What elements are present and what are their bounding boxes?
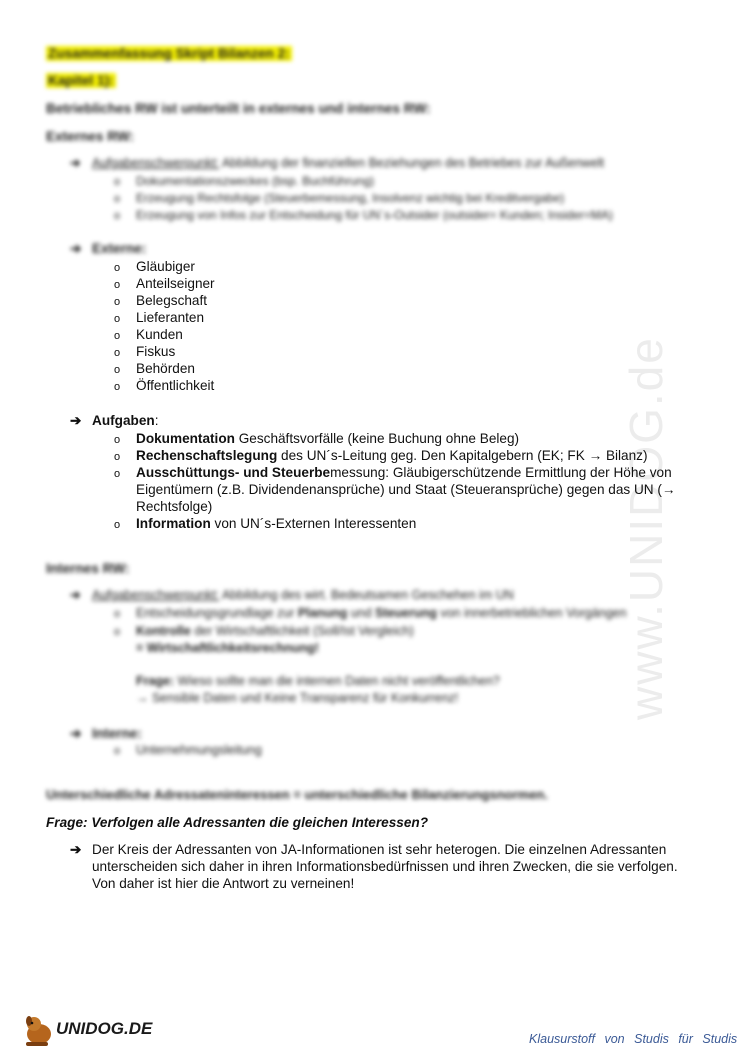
external-focus: ➔ Aufgabenschwerpunkt: Abbildung der finanziellen Beziehungen des Betriebes zur Außenwelt <box>70 156 605 170</box>
aufgaben-item: o Dokumentation Geschäftsvorfälle (keine Buchung ohne Beleg) <box>114 431 520 446</box>
externe-item: o Fiskus <box>114 344 176 359</box>
aufgaben-item: o Information von UN´s-Externen Interessenten <box>114 516 417 531</box>
unidog-logo <box>22 1012 162 1048</box>
external-focus-sub-2: o Erzeugung Rechtsfolge (Steuerbemessung, Insolvenz wichtig bei Kreditvergabe) <box>114 191 565 205</box>
footer-tagline: Klausurstoff von Studis für Studis <box>529 1032 738 1046</box>
intro-line: Betriebliches RW ist unterteilt in externes und internes RW: <box>46 101 431 116</box>
externe-label: ➔ Externe: <box>70 241 147 256</box>
question: Frage: Verfolgen alle Adressanten die gleichen Interessen? <box>46 815 428 830</box>
doc-title: Zusammenfassung Skript Bilanzen 2: <box>48 46 290 61</box>
externe-item: o Anteilseigner <box>114 276 215 291</box>
external-heading: Externes RW: <box>46 129 134 144</box>
chapter-heading: Kapitel 1): <box>48 73 114 88</box>
internal-answer: → Sensible Daten und Keine Transparenz für Konkurrenz! <box>136 691 459 705</box>
externe-item: o Belegschaft <box>114 293 208 308</box>
external-focus-sub-1: o Dokumentationszweckes (bsp. Buchführung) <box>114 174 375 188</box>
aufgaben-item-cont: Eigentümern (z.B. Dividendenansprüche) und Staat (Steueransprüche) gegen das UN (→ <box>136 482 676 497</box>
external-focus-sub-3: o Erzeugung von Infos zur Entscheidung für UN´s-Outsider (outsider= Kunden; Insider=MA) <box>114 208 613 222</box>
externe-item: o Öffentlichkeit <box>114 378 215 393</box>
externe-item: o Kunden <box>114 327 183 342</box>
interne-label: ➔ Interne: <box>70 726 142 741</box>
externe-item: o Gläubiger <box>114 259 195 274</box>
internal-heading: Internes RW: <box>46 561 130 576</box>
difference-heading: Unterschiedliche Adressateninteressen = unterschiedliche Bilanzierungsnormen. <box>46 787 548 802</box>
answer-line-2: unterscheiden sich daher in ihren Informationsbedürfnissen und ihren Zwecken, die sie verfolgen. <box>92 859 678 874</box>
internal-question: Frage: Wieso sollte man die internen Daten nicht veröffentlichen? <box>136 674 500 688</box>
externe-item: o Behörden <box>114 361 195 376</box>
aufgaben-item-cont: Rechtsfolge) <box>136 499 213 514</box>
answer-line-1: ➔ Der Kreis der Adressanten von JA-Informationen ist sehr heterogen. Die einzelnen Adressanten <box>70 842 667 857</box>
externe-item: o Lieferanten <box>114 310 205 325</box>
dog-icon <box>22 1012 56 1048</box>
internal-focus-sub-1: o Entscheidungsgrundlage zur Planung und Steuerung von innerbetrieblichen Vorgängen <box>114 606 627 620</box>
aufgaben-item: o Rechenschaftslegung des UN´s-Leitung geg. Den Kapitalgebern (EK; FK → Bilanz) <box>114 448 648 463</box>
aufgaben-item: o Ausschüttungs- und Steuerbemessung: Gläubigerschützende Ermittlung der Höhe von <box>114 465 672 480</box>
interne-item: o Unternehmungsleitung <box>114 743 262 757</box>
logo-text: UNIDOG.DE <box>56 1019 153 1038</box>
watermark: www.UNIDOG.de <box>620 336 672 720</box>
internal-focus-sub-2-cont: = Wirtschaftlichkeitsrechnung! <box>136 641 319 655</box>
aufgaben-heading: ➔ Aufgaben: <box>70 413 159 428</box>
internal-focus-sub-2: o Kontrolle der Wirtschaftlichkeit (Soll/Ist Vergleich) <box>114 624 414 638</box>
answer-line-3: Von daher ist hier die Antwort zu verneinen! <box>92 876 355 891</box>
internal-focus: ➔ Aufgabenschwerpunkt: Abbildung des wirt. Bedeutsamen Geschehen im UN <box>70 588 514 602</box>
